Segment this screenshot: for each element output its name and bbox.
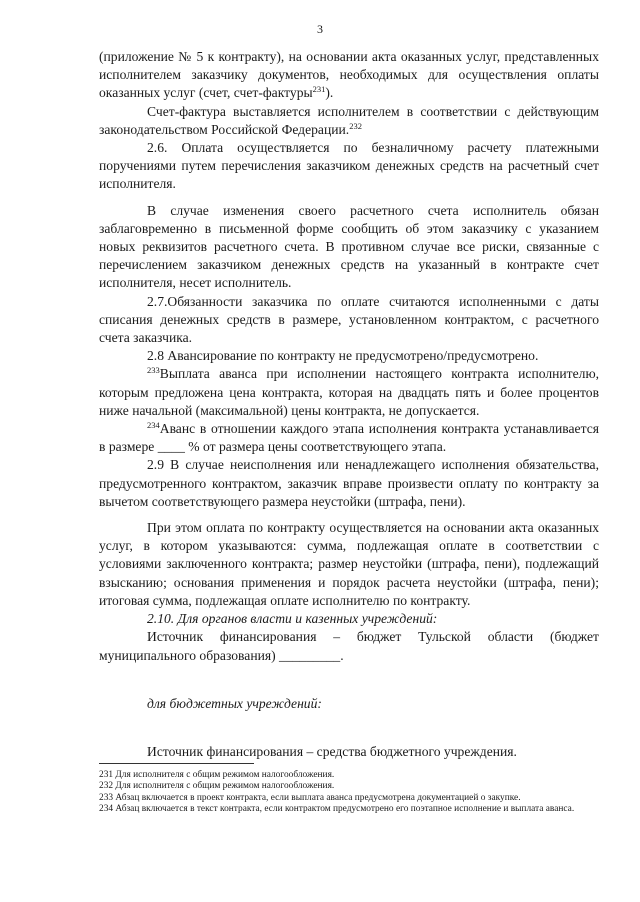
paragraph-account-change: В случае изменения своего расчетного счета исполнитель обязан заблаговременно в письменной форме сообщить об этом заказчику с указанием новых реквизитов расчетного счета. В противном случае все риски, связанные с перечислением заказчиком денежных средств на указанный в контракте счет исполнителя, несет исполнитель.	[99, 202, 599, 291]
footnote-ref-232[interactable]: 232	[349, 120, 362, 131]
paragraph-funding-source-budget: Источник финансирования – средства бюджетного учреждения.	[147, 743, 517, 759]
paragraph-payment-basis: (приложение № 5 к контракту), на основании акта оказанных услуг, представленных исполнителем заказчику документов, необходимых для осуществления оплаты оказанных услуг (счет, счет-фактуры$^{231}$).	[99, 49, 599, 101]
paragraph-2-7: 2.7.Обязанности заказчика по оплате считаются исполненными с даты списания денежных средств в размере, установленном контрактом, с расчетного счета заказчика.	[99, 293, 599, 346]
footnote-ref-231[interactable]: 231	[312, 84, 326, 95]
paragraph-2-10: 2.10. Для органов власти и казенных учреждений:	[147, 611, 438, 627]
document-body	[99, 48, 599, 761]
paragraph-funding-source-authority: Источник финансирования – бюджет Тульской области (бюджет муниципального образования) _________.	[99, 629, 599, 663]
footnote-231: 231 Для исполнителя с общим режимом налогообложения.	[99, 770, 335, 780]
paragraph-2-9: 2.9 В случае неисполнения или ненадлежащего исполнения обязательства, предусмотренного контрактом, заказчик вправе произвести оплату по контракту за вычетом соответствующего размера неустойки (штрафа, пени).	[99, 457, 599, 509]
footnote-ref-233[interactable]: 233	[147, 365, 160, 376]
footnote-233: 233 Абзац включается в проект контракта, если выплата аванса предусмотрена документацией о закупке.	[99, 792, 521, 803]
paragraph-payment-act: При этом оплата по контракту осуществляется на основании акта оказанных услуг, в котором указываются: сумма, подлежащая оплате в соответствии с условиями заключенного контракта; размер неустойки (штрафа, пени), подлежащий взысканию; основания применения и порядок расчета неустойки (штрафа, пени); итоговая сумма, подлежащая оплате исполнителю по контракту.	[99, 520, 599, 608]
paragraph-advance-stage: $^{234}$Аванс в отношении каждого этапа исполнения контракта устанавливается в размере ____ % от размера цены соответствующего этапа.	[99, 420, 599, 455]
footnotes	[99, 770, 599, 816]
paragraph-budget-institutions: для бюджетных учреждений:	[147, 695, 322, 711]
footnote-ref-234[interactable]: 234	[147, 420, 160, 431]
paragraph-advance-restriction: $^{233}$Выплата аванса при исполнении настоящего контракта исполнителю, которым предложена цена контракта, которая на двадцать пять и более процентов ниже начальной (максимальной) цены контракта, не допускается.	[99, 365, 599, 418]
paragraph-2-6: 2.6. Оплата осуществляется по безналичному расчету платежными поручениями путем перечисления заказчиком денежных средств на расчетный счет исполнителя.	[99, 140, 599, 192]
paragraph-invoice: Счет-фактура выставляется исполнителем в соответствии с действующим законодательством Российской Федерации.$^{232}$	[99, 103, 599, 137]
footnote-232: 232 Для исполнителя с общим режимом налогообложения.	[99, 781, 335, 792]
page-number: 3	[317, 22, 323, 36]
footnote-separator	[99, 763, 254, 764]
paragraph-2-8: 2.8 Авансирование по контракту не предусмотрено/предусмотрено.	[147, 348, 539, 364]
footnote-234: 234 Абзац включается в текст контракта, если контрактом предусмотрено его поэтапное исполнение и выплата аванса.	[99, 804, 575, 815]
